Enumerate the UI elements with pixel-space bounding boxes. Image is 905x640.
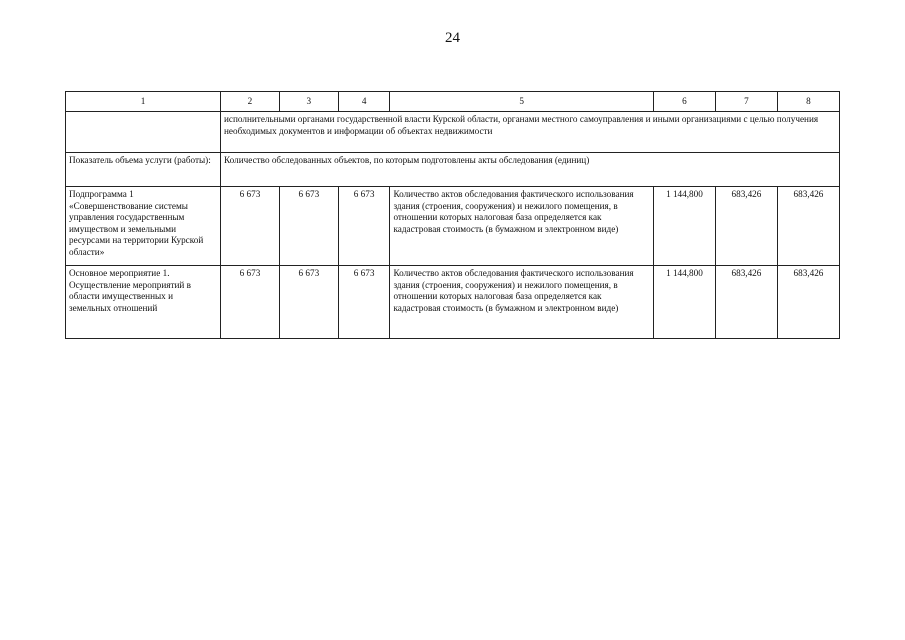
table-row	[66, 153, 840, 187]
value-cell: 1 144,800	[653, 266, 715, 339]
value-cell: 683,426	[715, 266, 777, 339]
column-header: 4	[338, 92, 390, 112]
value-cell: 6 673	[279, 187, 338, 266]
description-cell: Количество актов обследования фактического использования здания (строения, сооружения) и нежилого помещения, в отношении которых налоговая база определяется как кадастровая стоимость (в бумажном и электронном виде)	[390, 266, 654, 339]
column-header: 2	[221, 92, 280, 112]
table-row	[66, 187, 840, 266]
continuation-text-cell: исполнительными органами государственной власти Курской области, органами местного самоуправления и иными организациями с целью получения необходимых документов и информации об объектах недвижимости	[221, 112, 840, 153]
value-cell: 6 673	[221, 187, 280, 266]
indicator-label-cell: Показатель объема услуги (работы):	[66, 153, 221, 187]
column-header: 3	[279, 92, 338, 112]
table-row	[66, 112, 840, 153]
table-header-row	[66, 92, 840, 112]
column-header: 6	[653, 92, 715, 112]
value-cell: 6 673	[279, 266, 338, 339]
value-cell: 6 673	[338, 266, 390, 339]
table-row	[66, 266, 840, 339]
value-cell: 1 144,800	[653, 187, 715, 266]
column-header: 1	[66, 92, 221, 112]
empty-cell	[66, 112, 221, 153]
value-cell: 683,426	[715, 187, 777, 266]
column-header: 7	[715, 92, 777, 112]
indicator-value-cell: Количество обследованных объектов, по которым подготовлены акты обследования (единиц)	[221, 153, 840, 187]
page-number: 24	[445, 30, 460, 46]
column-header: 8	[777, 92, 839, 112]
value-cell: 683,426	[777, 266, 839, 339]
row-name-cell: Подпрограмма 1 «Совершенствование системы управления государственным имуществом и земельными ресурсами на территории Курской области»	[66, 187, 221, 266]
budget-table	[65, 91, 840, 339]
value-cell: 6 673	[338, 187, 390, 266]
row-name-cell: Основное мероприятие 1. Осуществление мероприятий в области имущественных и земельных отношений	[66, 266, 221, 339]
description-cell: Количество актов обследования фактического использования здания (строения, сооружения) и нежилого помещения, в отношении которых налоговая база определяется как кадастровая стоимость (в бумажном и электронном виде)	[390, 187, 654, 266]
value-cell: 6 673	[221, 266, 280, 339]
column-header: 5	[390, 92, 654, 112]
value-cell: 683,426	[777, 187, 839, 266]
